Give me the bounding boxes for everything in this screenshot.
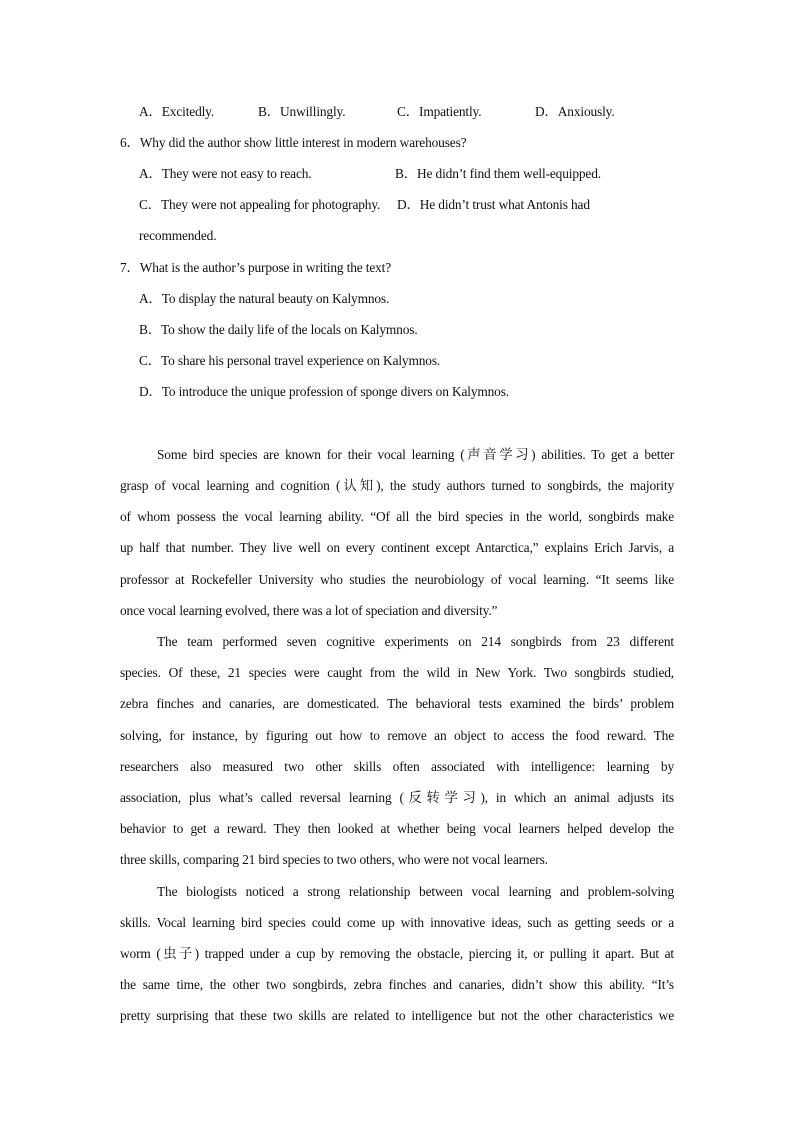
q5-option-c[interactable]: C．Impatiently.: [397, 104, 482, 119]
q7-option-d[interactable]: D．To introduce the unique profession of sponge divers on Kalymnos.: [139, 384, 509, 399]
passage-line: up half that number. They live well on every continent except Antarctica,” explains Erich Jarvis, a: [120, 540, 674, 555]
passage-line: pretty surprising that these two skills are related to intelligence but not the other characteristics we: [120, 1008, 674, 1023]
q7-option-a[interactable]: A．To display the natural beauty on Kalymnos.: [139, 291, 390, 306]
q7-option-b[interactable]: B．To show the daily life of the locals on Kalymnos.: [139, 322, 418, 337]
passage-line: professor at Rockefeller University who studies the neurobiology of vocal learning. “It seems like: [120, 572, 674, 587]
passage-line: grasp of vocal learning and cognition (认知), the study authors turned to songbirds, the majority: [120, 478, 674, 493]
q6-option-d[interactable]: D．He didn’t trust what Antonis had: [397, 197, 590, 212]
passage-line: skills. Vocal learning bird species could come up with innovative ideas, such as getting seeds or a: [120, 915, 674, 930]
passage-line: solving, for instance, by figuring out how to remove an object to access the food reward. The: [120, 728, 674, 743]
passage-line: of whom possess the vocal learning ability. “Of all the bird species in the world, songbirds make: [120, 509, 674, 524]
passage-line: association, plus what’s called reversal learning (反转学习), in which an animal adjusts its: [120, 790, 674, 805]
passage-line: The biologists noticed a strong relationship between vocal learning and problem-solving: [157, 884, 674, 899]
passage-line: three skills, comparing 21 bird species to two others, who were not vocal learners.: [120, 852, 548, 867]
passage-line: zebra finches and canaries, are domesticated. The behavioral tests examined the birds’ problem: [120, 696, 674, 711]
passage-line: Some bird species are known for their vocal learning (声音学习) abilities. To get a better: [157, 447, 674, 462]
passage-line: the same time, the other two songbirds, zebra finches and canaries, didn’t show this ability. “It’s: [120, 977, 674, 992]
q6-option-c[interactable]: C．They were not appealing for photography.: [139, 197, 381, 212]
passage-line: worm (虫子) trapped under a cup by removing the obstacle, piercing it, or pulling it apart. But at: [120, 946, 674, 961]
passage-line: species. Of these, 21 species were caught from the wild in New York. Two songbirds studied,: [120, 665, 674, 680]
passage-line: researchers also measured two other skills often associated with intelligence: learning by: [120, 759, 674, 774]
q6-option-a[interactable]: A．They were not easy to reach.: [139, 166, 312, 181]
q7-option-c[interactable]: C．To share his personal travel experience on Kalymnos.: [139, 353, 441, 368]
q5-option-d[interactable]: D．Anxiously.: [535, 104, 615, 119]
passage-line: once vocal learning evolved, there was a lot of speciation and diversity.”: [120, 603, 498, 618]
q5-option-b[interactable]: B．Unwillingly.: [258, 104, 346, 119]
passage-line: The team performed seven cognitive experiments on 214 songbirds from 23 different: [157, 634, 674, 649]
q7-stem: 7．What is the author’s purpose in writing the text?: [120, 260, 392, 275]
q6-option-b[interactable]: B．He didn’t find them well-equipped.: [395, 166, 601, 181]
q6-stem: 6．Why did the author show little interest in modern warehouses?: [120, 135, 467, 150]
q5-option-a[interactable]: A．Excitedly.: [139, 104, 215, 119]
q6-option-d-continued: recommended.: [139, 228, 217, 243]
q5-options: [139, 104, 639, 120]
passage-line: behavior to get a reward. They then looked at whether being vocal learners helped develop the: [120, 821, 674, 836]
